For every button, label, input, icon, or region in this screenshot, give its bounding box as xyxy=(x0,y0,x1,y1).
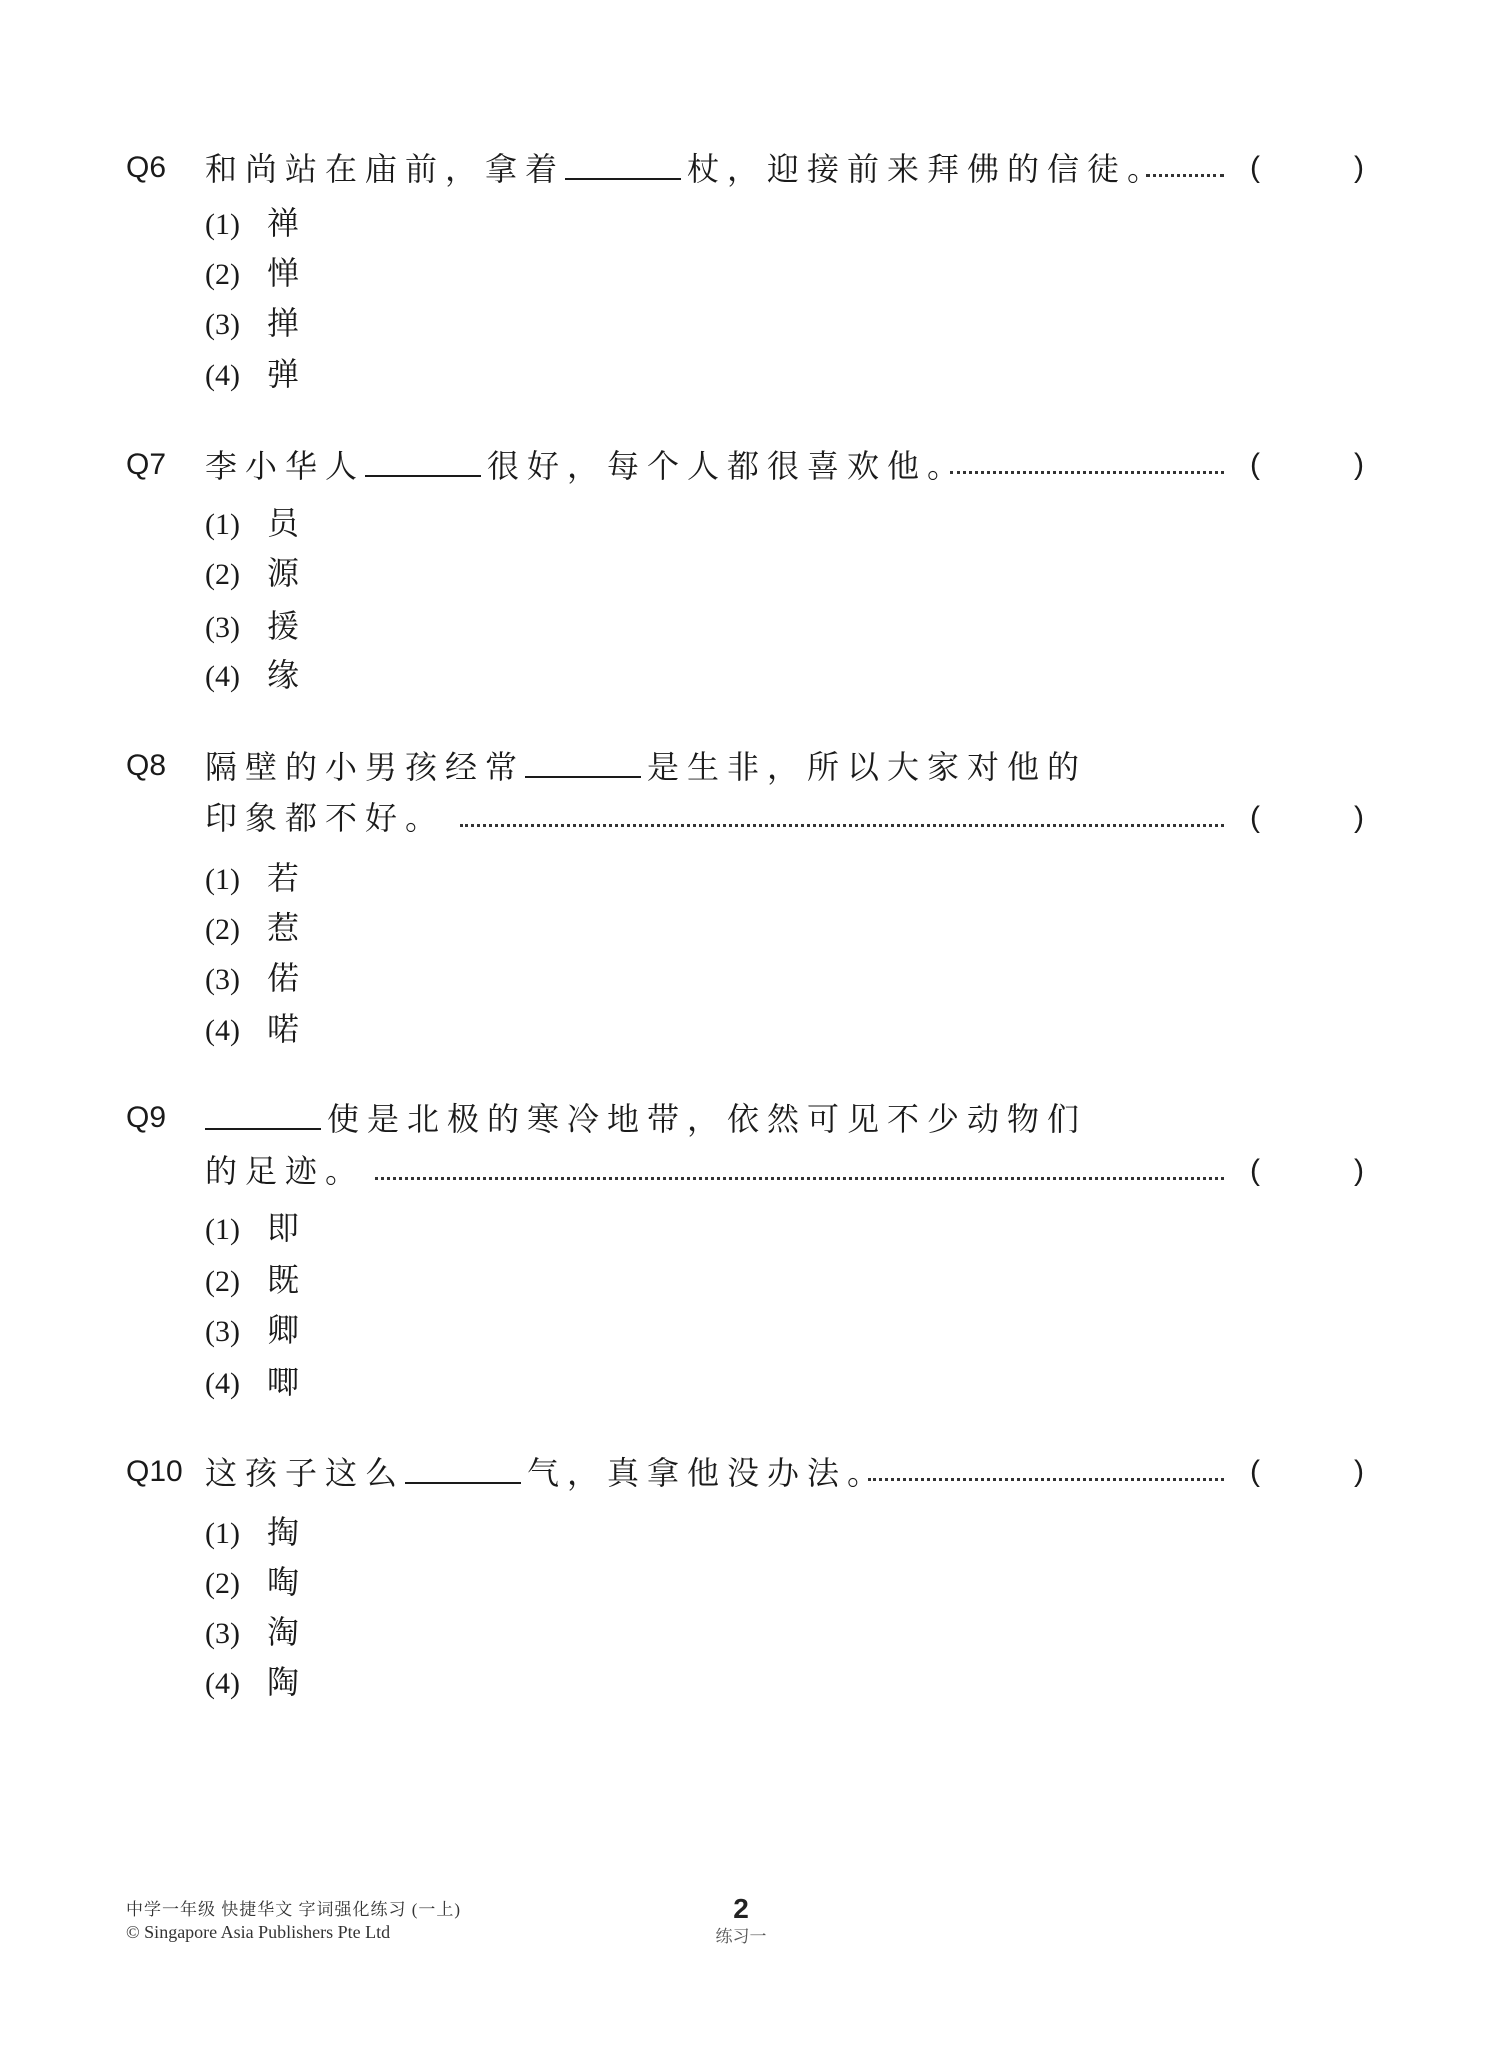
option-number: (3) xyxy=(205,611,240,644)
option-number: (4) xyxy=(205,1667,240,1700)
option-1[interactable] xyxy=(205,858,299,898)
option-character: 禅 xyxy=(267,204,300,242)
option-3[interactable] xyxy=(205,958,299,998)
option-3[interactable] xyxy=(205,1310,299,1350)
dotted-leader xyxy=(868,1438,1224,1481)
question-text-before: 隔壁的小男孩经常 xyxy=(205,748,526,786)
option-character: 喏 xyxy=(267,1010,300,1048)
option-4[interactable] xyxy=(205,1362,299,1402)
answer-paren-close: ) xyxy=(1354,151,1364,184)
question-text-before: 李小华人 xyxy=(205,447,366,485)
option-3[interactable] xyxy=(205,303,299,343)
option-number: (4) xyxy=(205,1014,240,1047)
question-text xyxy=(205,1452,887,1492)
answer-paren-close: ) xyxy=(1354,448,1364,481)
question-text-after: 使是北极的寒冷地带，依然可见不少动物们 xyxy=(327,1100,1088,1138)
answer-box[interactable] xyxy=(1250,148,1370,188)
question-text-after: 气，真拿他没办法。 xyxy=(527,1454,888,1492)
question-text-before: 这孩子这么 xyxy=(205,1454,406,1492)
option-character: 淘 xyxy=(267,1613,300,1651)
option-character: 陶 xyxy=(267,1663,300,1701)
question-number: Q9 xyxy=(126,1101,167,1134)
option-character: 惹 xyxy=(267,909,300,947)
answer-paren-open: ( xyxy=(1250,151,1260,184)
option-character: 缘 xyxy=(267,656,300,694)
option-number: (1) xyxy=(205,208,240,241)
page-number: 2 xyxy=(733,1893,749,1924)
option-character: 若 xyxy=(267,859,300,897)
option-character: 卿 xyxy=(267,1311,300,1349)
copyright: © Singapore Asia Publishers Pte Ltd xyxy=(126,1922,391,1942)
option-number: (1) xyxy=(205,508,240,541)
option-character: 即 xyxy=(267,1209,300,1247)
answer-paren-open: ( xyxy=(1250,801,1260,834)
option-number: (1) xyxy=(205,1517,240,1550)
option-number: (2) xyxy=(205,558,240,591)
option-character: 偌 xyxy=(267,959,300,997)
answer-blank xyxy=(525,746,641,778)
option-number: (3) xyxy=(205,1617,240,1650)
option-4[interactable] xyxy=(205,655,299,695)
question-number: Q10 xyxy=(126,1455,183,1488)
question-text-after: 是生非，所以大家对他的 xyxy=(647,748,1088,786)
question-text-before: 印象都不好。 xyxy=(205,799,446,837)
option-number: (1) xyxy=(205,863,240,896)
question-text-after: 杖，迎接前来拜佛的信徒。 xyxy=(687,150,1168,188)
footer-publisher xyxy=(126,1898,461,1944)
option-number: (4) xyxy=(205,359,240,392)
option-number: (2) xyxy=(205,1265,240,1298)
question-number: Q8 xyxy=(126,749,167,782)
question-text xyxy=(205,445,967,485)
option-character: 弹 xyxy=(267,355,300,393)
answer-box[interactable] xyxy=(1250,1452,1370,1492)
dotted-leader xyxy=(460,784,1224,827)
option-character: 掏 xyxy=(267,1513,300,1551)
option-1[interactable] xyxy=(205,1512,299,1552)
option-1[interactable] xyxy=(205,503,299,543)
question-text-before: 和尚站在庙前，拿着 xyxy=(205,150,566,188)
section-label: 练习一 xyxy=(715,1927,767,1947)
option-2[interactable] xyxy=(205,1562,299,1602)
option-3[interactable] xyxy=(205,606,299,646)
answer-box[interactable] xyxy=(1250,798,1370,838)
option-3[interactable] xyxy=(205,1612,299,1652)
option-number: (3) xyxy=(205,1315,240,1348)
answer-paren-close: ) xyxy=(1354,1154,1364,1187)
option-number: (2) xyxy=(205,258,240,291)
option-number: (3) xyxy=(205,308,240,341)
answer-paren-close: ) xyxy=(1354,1455,1364,1488)
option-2[interactable] xyxy=(205,253,299,293)
option-number: (2) xyxy=(205,1567,240,1600)
dotted-leader xyxy=(375,1137,1224,1180)
option-4[interactable] xyxy=(205,354,299,394)
option-character: 掸 xyxy=(267,304,300,342)
question-text-before: 的足迹。 xyxy=(205,1152,366,1190)
option-character: 啕 xyxy=(267,1563,300,1601)
option-2[interactable] xyxy=(205,1260,299,1300)
option-number: (3) xyxy=(205,963,240,996)
answer-blank xyxy=(405,1452,521,1484)
dotted-leader xyxy=(1146,134,1224,177)
question-number: Q6 xyxy=(126,151,167,184)
option-number: (4) xyxy=(205,660,240,693)
option-4[interactable] xyxy=(205,1662,299,1702)
answer-blank xyxy=(205,1098,321,1130)
answer-blank xyxy=(365,445,481,477)
answer-paren-close: ) xyxy=(1354,801,1364,834)
option-1[interactable] xyxy=(205,1208,299,1248)
book-title: 中学一年级 快捷华文 字词强化练习 (一上) xyxy=(126,1900,462,1919)
option-character: 惮 xyxy=(267,254,300,292)
option-character: 员 xyxy=(267,504,300,542)
option-2[interactable] xyxy=(205,908,299,948)
answer-box[interactable] xyxy=(1250,445,1370,485)
answer-paren-open: ( xyxy=(1250,1455,1260,1488)
option-4[interactable] xyxy=(205,1009,299,1049)
answer-paren-open: ( xyxy=(1250,448,1260,481)
answer-blank xyxy=(565,148,681,180)
option-number: (2) xyxy=(205,913,240,946)
question-text-continued xyxy=(205,1151,365,1191)
question-text xyxy=(205,746,1087,786)
option-1[interactable] xyxy=(205,203,299,243)
question-number: Q7 xyxy=(126,448,167,481)
option-character: 源 xyxy=(267,554,300,592)
question-text xyxy=(205,148,1167,188)
dotted-leader xyxy=(950,431,1224,474)
answer-box[interactable] xyxy=(1250,1151,1370,1191)
footer-page xyxy=(681,1892,801,1948)
question-text-continued xyxy=(205,798,445,838)
option-character: 援 xyxy=(267,607,300,645)
option-number: (4) xyxy=(205,1367,240,1400)
option-2[interactable] xyxy=(205,553,299,593)
question-text xyxy=(205,1098,1087,1138)
question-text-after: 很好，每个人都很喜欢他。 xyxy=(487,447,968,485)
option-number: (1) xyxy=(205,1213,240,1246)
answer-paren-open: ( xyxy=(1250,1154,1260,1187)
option-character: 既 xyxy=(267,1261,300,1299)
option-character: 唧 xyxy=(267,1363,300,1401)
